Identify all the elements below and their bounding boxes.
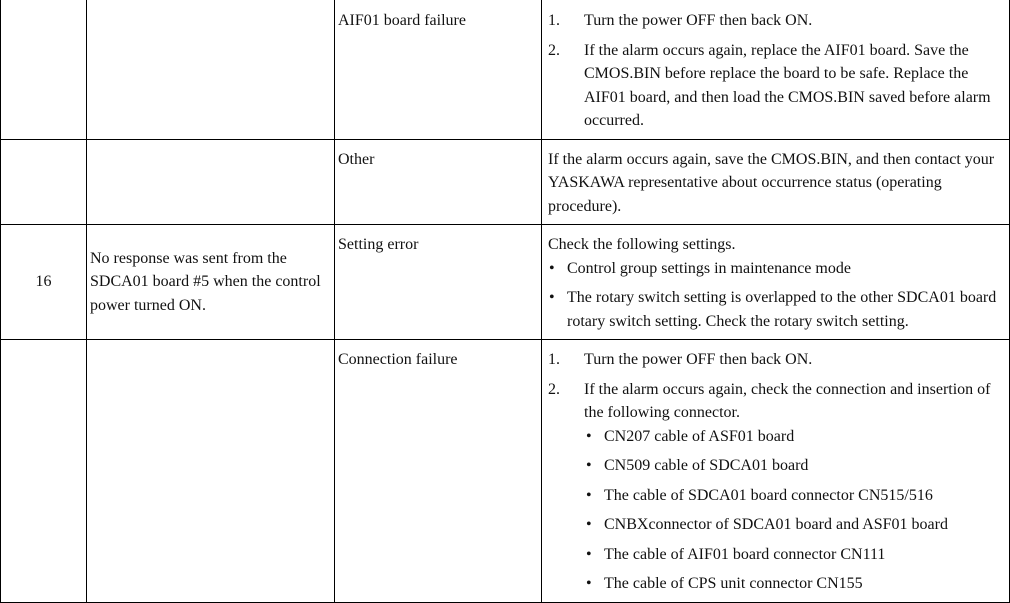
list-item bbox=[548, 484, 1003, 508]
remedy-cell bbox=[542, 139, 1010, 225]
list-item bbox=[548, 286, 1003, 333]
bullet-icon: • bbox=[586, 427, 592, 445]
table-row bbox=[1, 0, 1010, 139]
list-item bbox=[548, 543, 1003, 567]
bullet-text: CN509 cable of SDCA01 board bbox=[604, 457, 809, 474]
list-item bbox=[548, 454, 1003, 478]
step-text: Turn the power OFF then back ON. bbox=[584, 12, 813, 29]
step-text: Turn the power OFF then back ON. bbox=[584, 351, 813, 368]
bullet-icon: • bbox=[586, 457, 592, 474]
step-number: 1. bbox=[548, 12, 560, 29]
remedy-text: If the alarm occurs again, save the CMOS.BIN, and then contact your YASKAWA representative about occurrence status (operating procedure). bbox=[548, 150, 995, 215]
step-text: If the alarm occurs again, replace the AIF01 board. Save the CMOS.BIN before replace the board to be safe. Replace the AIF01 board, and then load the CMOS.BIN saved before alarm occurred. bbox=[584, 41, 991, 129]
alarm-number-cell: 16 bbox=[1, 225, 87, 340]
remedy-cell bbox=[542, 340, 1010, 603]
bullet-text: Control group settings in maintenance mode bbox=[567, 259, 851, 277]
alarm-description-cell bbox=[87, 0, 335, 139]
remedy-step bbox=[548, 378, 1003, 425]
cause-text: AIF01 board failure bbox=[338, 12, 466, 29]
list-item bbox=[548, 513, 1003, 537]
cause-text: Setting error bbox=[338, 236, 419, 253]
alarm-number-cell bbox=[1, 340, 87, 603]
cause-cell bbox=[335, 139, 542, 225]
bullet-icon: • bbox=[549, 289, 555, 306]
alarm-description-cell bbox=[87, 340, 335, 603]
bullet-text: The cable of CPS unit connector CN155 bbox=[604, 575, 863, 592]
bullet-text: CN207 cable of ASF01 board bbox=[604, 427, 795, 445]
table-row bbox=[1, 139, 1010, 225]
bullet-text: The cable of SDCA01 board connector CN515/516 bbox=[604, 486, 933, 504]
table-row bbox=[1, 340, 1010, 603]
cause-cell bbox=[335, 340, 542, 603]
bullet-icon: • bbox=[586, 545, 592, 563]
bullet-text: CNBXconnector of SDCA01 board and ASF01 board bbox=[604, 516, 948, 533]
bullet-icon: • bbox=[586, 486, 592, 504]
cause-cell bbox=[335, 0, 542, 139]
bullet-text: The cable of AIF01 board connector CN111 bbox=[604, 545, 886, 563]
cause-text: Connection failure bbox=[338, 351, 458, 368]
list-item bbox=[548, 257, 1003, 281]
cause-cell bbox=[335, 225, 542, 340]
bullet-icon: • bbox=[586, 575, 592, 592]
table-row bbox=[1, 225, 1010, 340]
alarm-number-cell bbox=[1, 0, 87, 139]
list-item bbox=[548, 572, 1003, 596]
remedy-cell bbox=[542, 0, 1010, 139]
remedy-step bbox=[548, 9, 1003, 33]
alarm-number-cell bbox=[1, 139, 87, 225]
bullet-icon: • bbox=[586, 516, 592, 533]
remedy-step bbox=[548, 348, 1003, 372]
step-number: 1. bbox=[548, 351, 560, 368]
step-number: 2. bbox=[548, 41, 560, 59]
remedy-cell bbox=[542, 225, 1010, 340]
alarm-description-cell bbox=[87, 139, 335, 225]
bullet-icon: • bbox=[549, 259, 555, 277]
step-text: If the alarm occurs again, check the connection and insertion of the following connector. bbox=[584, 380, 991, 421]
cause-text: Other bbox=[338, 150, 375, 168]
step-number: 2. bbox=[548, 380, 560, 398]
list-item bbox=[548, 425, 1003, 449]
remedy-intro: Check the following settings. bbox=[548, 236, 736, 253]
bullet-text: The rotary switch setting is overlapped to the other SDCA01 board rotary switch setting. Check the rotary switch setting. bbox=[567, 289, 997, 330]
alarm-description-cell: No response was sent from the SDCA01 board #5 when the control power turned ON. bbox=[87, 225, 335, 340]
remedy-step bbox=[548, 39, 1003, 133]
